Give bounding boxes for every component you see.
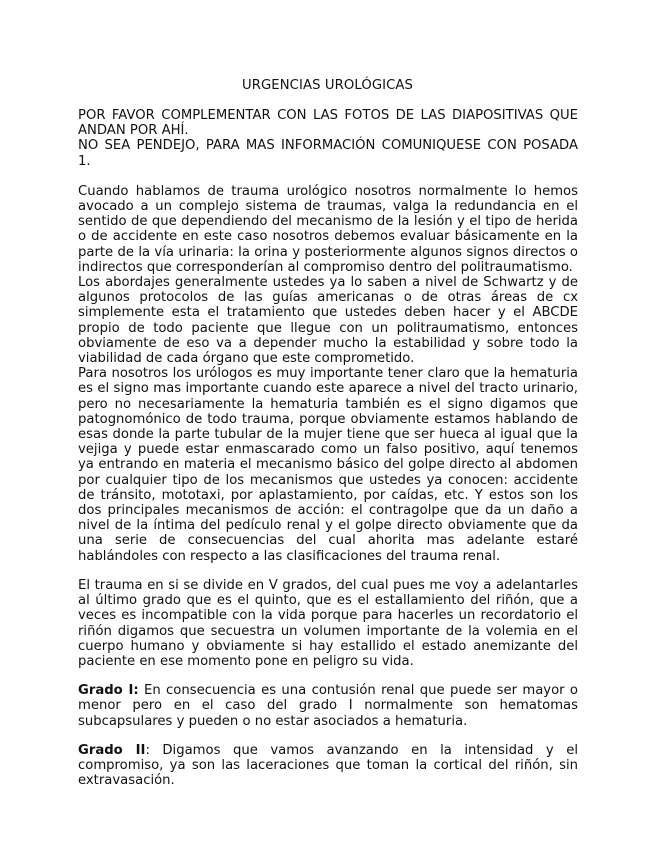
paragraph-3: Para nosotros los urólogos es muy importante tener claro que la hematuria es el signo mas importante cuando este aparece a nivel del tracto urinario, pero no necesariamente la hematuria también es el signo digamos que patognomónico de todo trauma, porque obviamente estamos hablando de esas donde la parte tubular de la mujer tiene que ser hueca al igual que la vejiga y puede estar enmascarado como un falso positivo, aquí tenemos ya entrando en materia el mecanismo básico del golpe directo al abdomen por cualquier tipo de los mecanismos que ustedes ya conocen: accidente de tránsito, mototaxi, por aplastamiento, por caídas, etc. Y estos son los dos principales mecanismos de acción: el contragolpe que da un daño a nivel de la íntima del pedículo renal y el golpe directo obviamente que da una serie de consecuencias del cual ahorita mas adelante estaré hablándoles con respecto a las clasificaciones del trauma renal.: [78, 366, 578, 564]
notice-line-2: NO SEA PENDEJO, PARA MAS INFORMACIÓN COMUNIQUESE CON POSADA 1.: [78, 138, 578, 169]
grado-1-label: Grado I:: [78, 683, 139, 699]
grado-1-text: En consecuencia es una contusión renal que puede ser mayor o menor pero en el caso del grado I normalmente son hematomas subcapsulares y pueden o no estar asociados a hematuria.: [78, 683, 579, 729]
document-title: URGENCIAS UROLÓGICAS: [241, 78, 414, 93]
paragraph-2: Los abordajes generalmente ustedes ya lo saben a nivel de Schwartz y de algunos protocolos de las guías americanas o de otras áreas de cx simplemente esta el tratamiento que ustedes deben hacer y el ABCDE propio de todo paciente que llegue con un politraumatismo, entonces obviamente de eso va a depender mucho la estabilidad y sobre todo la viabilidad de cada órgano que este comprometido.: [78, 275, 578, 367]
grado-2-paragraph: [78, 743, 578, 789]
grado-1-paragraph: [78, 683, 578, 729]
grado-2-text: : Digamos que vamos avanzando en la intensidad y el compromiso, ya son las laceraciones que toman la cortical del riñón, sin extravasación.: [78, 742, 578, 789]
notice-line-1: POR FAVOR COMPLEMENTAR CON LAS FOTOS DE LAS DIAPOSITIVAS QUE ANDAN POR AHÍ.: [78, 108, 578, 139]
paragraph-4: El trauma en si se divide en V grados, del cual pues me voy a adelantarles al último grado que es el quinto, que es el estallamiento del riñón, que a veces es incompatible con la vida porque para hacerles un recordatorio el riñón digamos que secuestra un volumen importante de la volemia en el cuerpo humano y obviamente si hay estallido el estado anemizante del paciente en ese momento pone en peligro su vida.: [78, 577, 578, 669]
document-body: [78, 108, 578, 788]
paragraph-1: Cuando hablamos de trauma urológico nosotros normalmente lo hemos avocado a un complejo sistema de traumas, valga la redundancia en el sentido de que dependiendo del mecanismo de la lesión y el tipo de herida o de accidente en este caso nosotros debemos evaluar básicamente en la parte de la vía urinaria: la orina y posteriormente algunos signos directos o indirectos que corresponderían al compromiso dentro del politraumatismo.: [78, 183, 578, 275]
grado-2-label: Grado II: [78, 742, 146, 758]
